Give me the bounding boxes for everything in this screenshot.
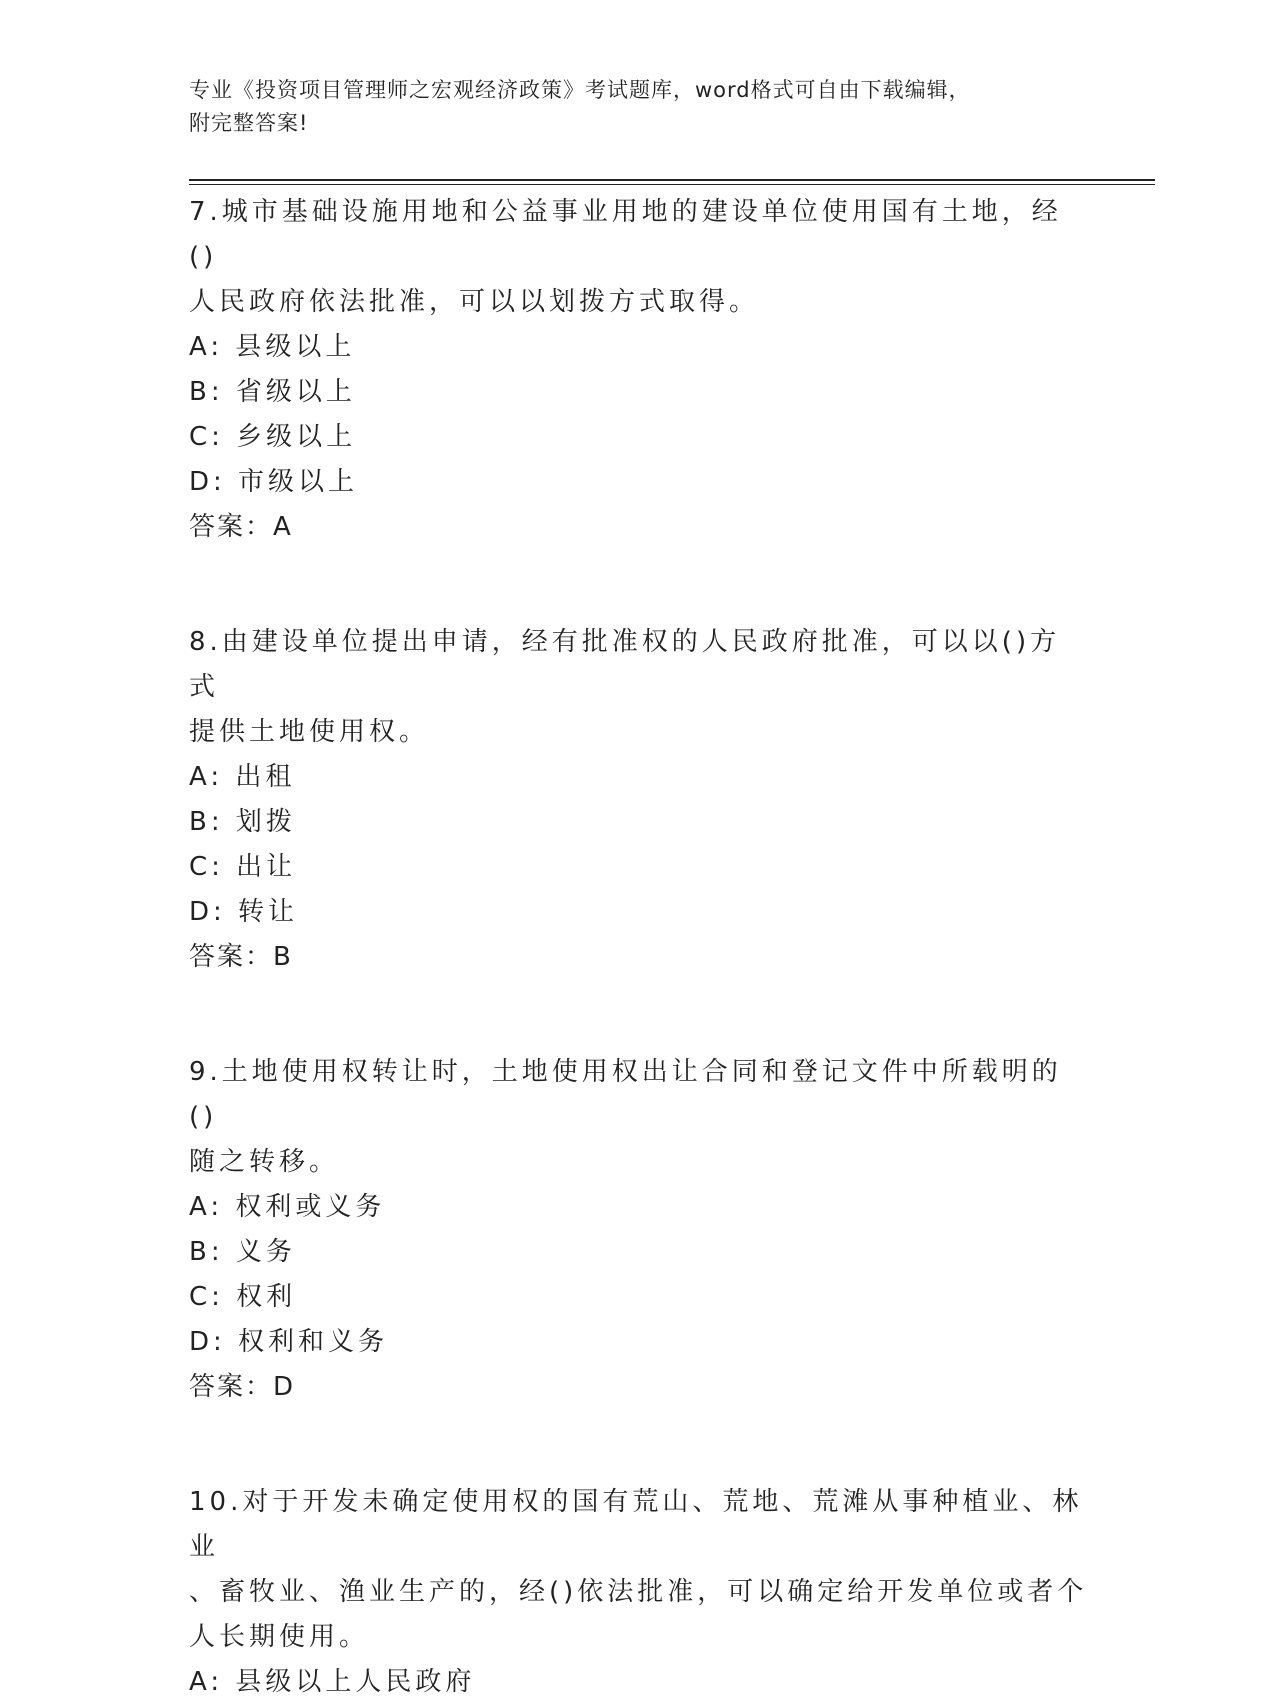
option-a: A: 出租 <box>189 762 296 792</box>
question-7 <box>189 190 1089 550</box>
option-d: D: 市级以上 <box>189 467 359 497</box>
question-9 <box>189 1050 1089 1410</box>
option-a: A: 县级以上人民政府 <box>189 1667 476 1697</box>
question-10 <box>189 1480 1089 1705</box>
question-stem-line: 9.土地使用权转让时，土地使用权出让合同和登记文件中所载明的() <box>189 1057 1062 1132</box>
header-divider-thick <box>189 179 1155 181</box>
document-header <box>189 74 1089 140</box>
option-d: D: 转让 <box>189 897 299 927</box>
option-a: A: 县级以上 <box>189 332 356 362</box>
answer: 答案：B <box>189 942 293 972</box>
option-c: C: 权利 <box>189 1282 297 1312</box>
option-b: B: 划拨 <box>189 807 296 837</box>
question-stem-line: 随之转移。 <box>189 1147 340 1177</box>
option-a: A: 权利或义务 <box>189 1192 386 1222</box>
option-b: B: 义务 <box>189 1237 296 1267</box>
header-divider-thin <box>189 184 1155 185</box>
option-c: C: 出让 <box>189 852 297 882</box>
header-line-1: 专业《投资项目管理师之宏观经济政策》考试题库，word格式可自由下载编辑， <box>189 78 971 102</box>
question-stem-line: 8.由建设单位提出申请，经有批准权的人民政府批准，可以以()方式 <box>189 627 1061 702</box>
question-stem-line: 、畜牧业、渔业生产的，经()依法批准，可以确定给开发单位或者个 <box>189 1577 1088 1607</box>
question-list <box>189 190 1089 1705</box>
option-c: C: 乡级以上 <box>189 422 357 452</box>
question-8 <box>189 620 1089 980</box>
question-stem-line: 人民政府依法批准，可以以划拨方式取得。 <box>189 287 760 317</box>
answer: 答案：D <box>189 1372 296 1402</box>
question-stem-line: 7.城市基础设施用地和公益事业用地的建设单位使用国有土地，经() <box>189 197 1062 272</box>
header-line-2: 附完整答案! <box>189 111 309 135</box>
question-stem-line: 10.对于开发未确定使用权的国有荒山、荒地、荒滩从事种植业、林业 <box>189 1487 1083 1562</box>
option-b: B: 省级以上 <box>189 377 356 407</box>
question-stem-line: 提供土地使用权。 <box>189 717 430 747</box>
answer: 答案：A <box>189 512 293 542</box>
question-stem-line: 人长期使用。 <box>189 1622 370 1652</box>
option-d: D: 权利和义务 <box>189 1327 389 1357</box>
